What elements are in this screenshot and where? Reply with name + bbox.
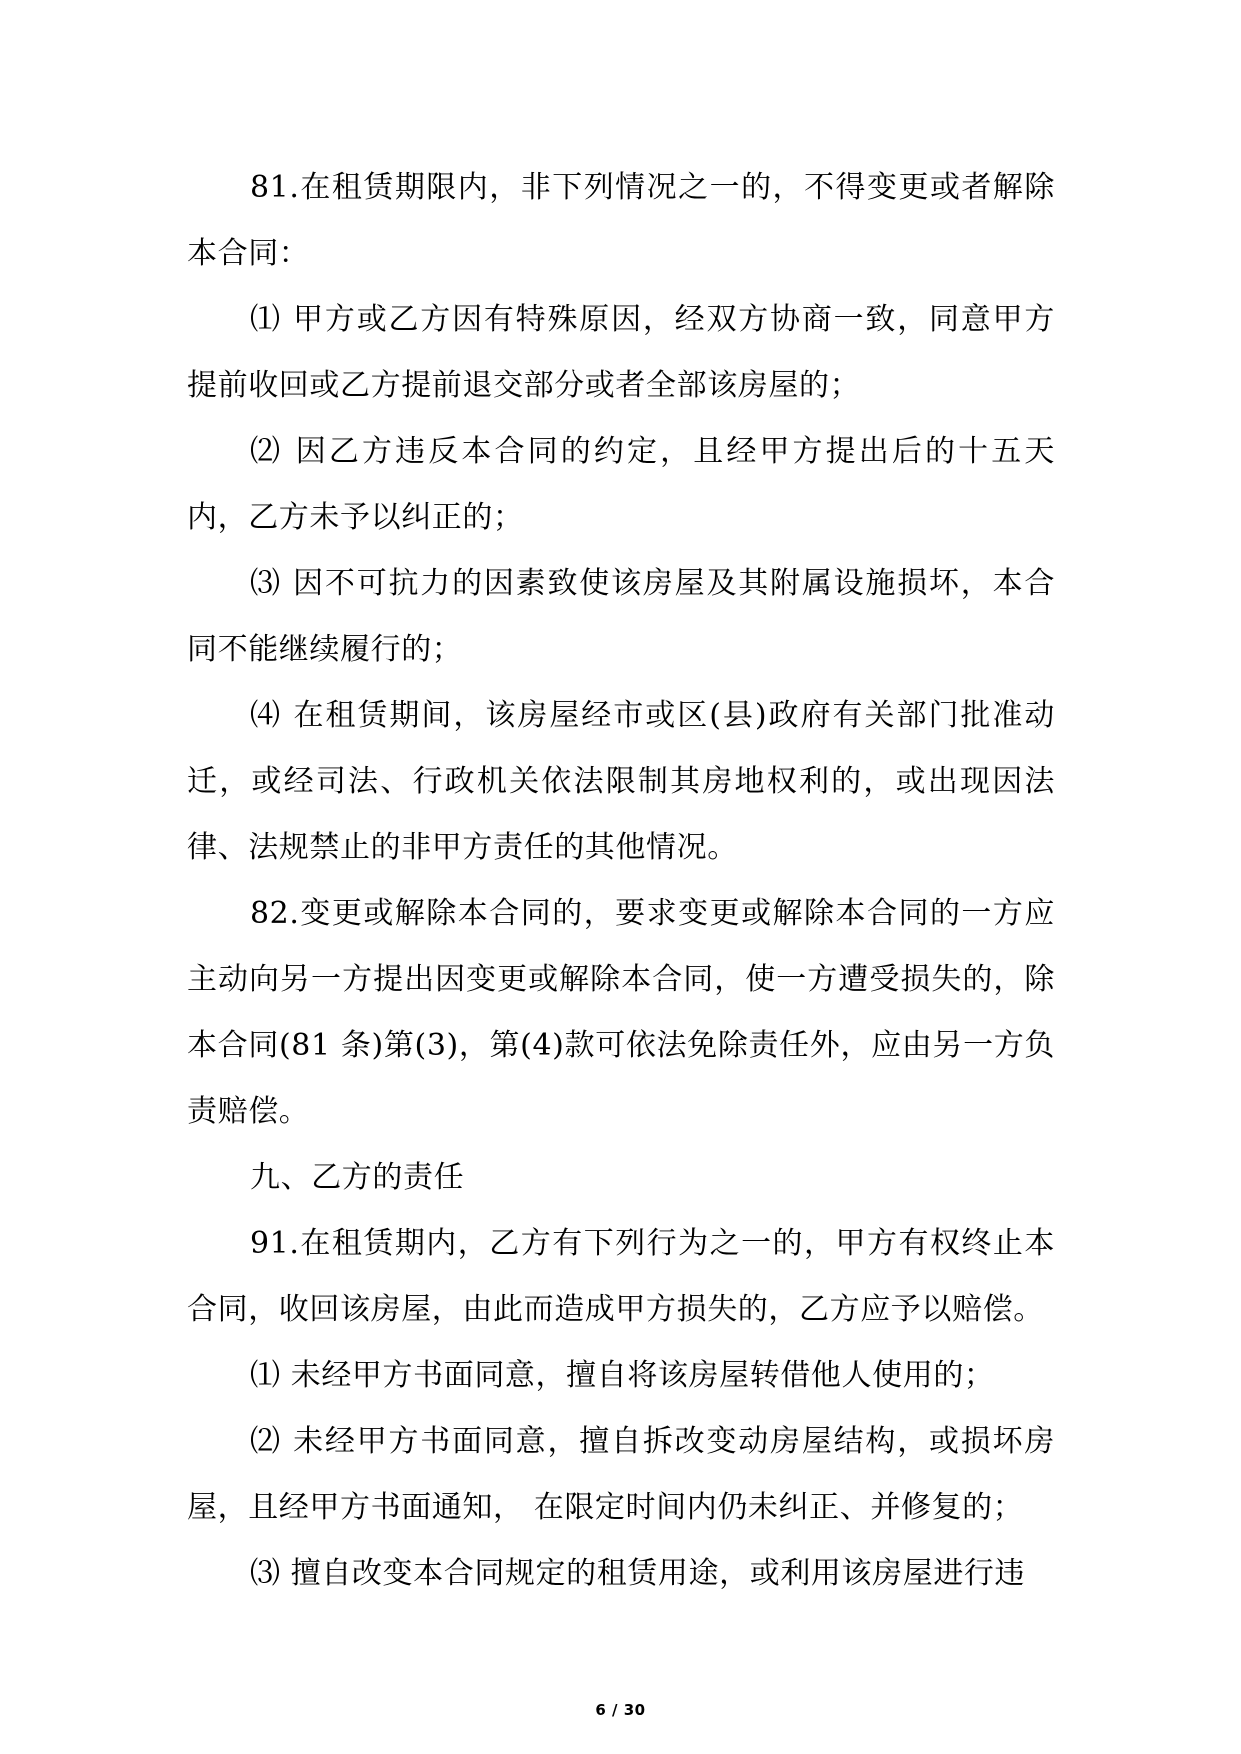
clause-81-item-4: ⑷ 在租赁期间，该房屋经市或区(县)政府有关部门批准动迁，或经司法、行政机关依法限制其房地权利的，或出现因法律、法规禁止的非甲方责任的其他情况。 bbox=[187, 698, 1055, 865]
clause-81-item-1: ⑴ 甲方或乙方因有特殊原因，经双方协商一致，同意甲方提前收回或乙方提前退交部分或者全部该房屋的； bbox=[187, 302, 1055, 403]
clause-91: 91.在租赁期内，乙方有下列行为之一的，甲方有权终止本合同，收回该房屋，由此而造成甲方损失的，乙方应予以赔偿。 bbox=[187, 1226, 1055, 1327]
clause-82: 82.变更或解除本合同的，要求变更或解除本合同的一方应主动向另一方提出因变更或解除本合同，使一方遭受损失的，除本合同(81 条)第(3)，第(4)款可依法免除责任外，应由另一方负责赔偿。 bbox=[187, 896, 1055, 1129]
section-heading: 九、乙方的责任 bbox=[250, 1160, 465, 1195]
page-number: 6 / 30 bbox=[595, 1701, 646, 1719]
clause-91-item-2: ⑵ 未经甲方书面同意，擅自拆改变动房屋结构，或损坏房屋，且经甲方书面通知， 在限定时间内仍未纠正、并修复的； bbox=[187, 1424, 1055, 1525]
clause-81-item-3: ⑶ 因不可抗力的因素致使该房屋及其附属设施损坏，本合同不能继续履行的； bbox=[187, 566, 1055, 667]
document-body bbox=[187, 155, 1055, 1607]
clause-81-item-2: ⑵ 因乙方违反本合同的约定，且经甲方提出后的十五天内，乙方未予以纠正的； bbox=[187, 434, 1055, 535]
clause-91-item-1: ⑴ 未经甲方书面同意，擅自将该房屋转借他人使用的； bbox=[250, 1358, 995, 1393]
clause-81: 81.在租赁期限内，非下列情况之一的，不得变更或者解除本合同： bbox=[187, 170, 1055, 271]
clause-91-item-3: ⑶ 擅自改变本合同规定的租赁用途，或利用该房屋进行违 bbox=[250, 1556, 1026, 1591]
